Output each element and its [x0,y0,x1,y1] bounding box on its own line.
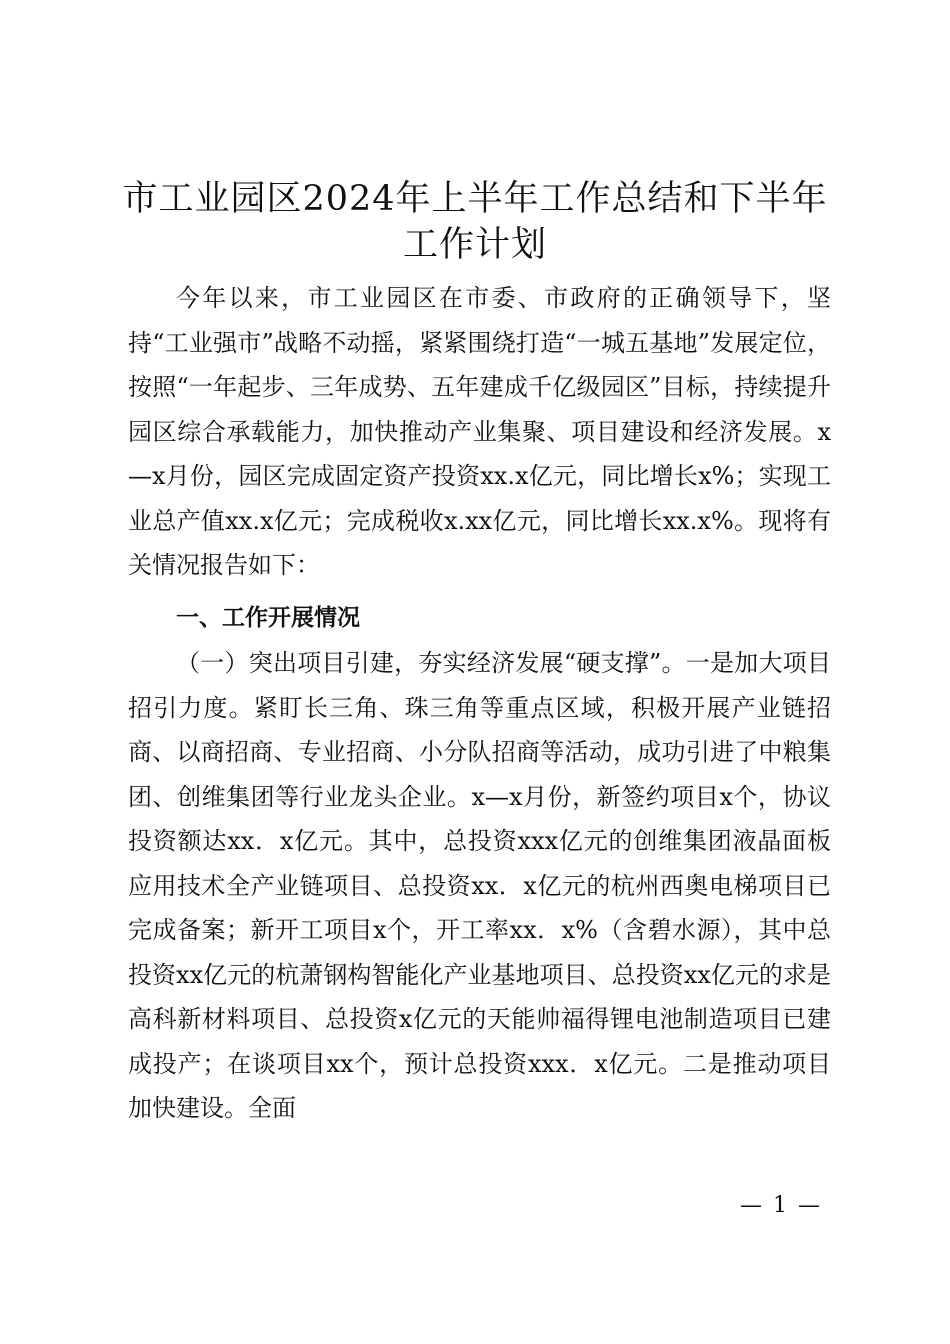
document-title [120,176,830,268]
title-line-1: 市工业园区2024年上半年工作总结和下半年 [122,179,828,219]
page-number: — 1 — [740,1193,822,1218]
intro-paragraph: 今年以来，市工业园区在市委、市政府的正确领导下，坚持“工业强市”战略不动摇，紧紧围绕打造“一城五基地”发展定位，按照“一年起步、三年成势、五年建成千亿级园区”目标，持续提升园区综合承载能力，加快推动产业集聚、项目建设和经济发展。x—x月份，园区完成固定资产投资xx.x亿元，同比增长x%；实现工业总产值xx.x亿元；完成税收x.xx亿元，同比增长xx.x%。现将有关情况报告如下： [128,284,831,579]
section-heading: 一、工作开展情况 [176,605,360,631]
section-paragraph: （一）突出项目引建，夯实经济发展“硬支撑”。一是加大项目招引力度。紧盯长三角、珠三角等重点区域，积极开展产业链招商、以商招商、专业招商、小分队招商等活动，成功引进了中粮集团、创维集团等行业龙头企业。x—x月份，新签约项目x个，协议投资额达xx．x亿元。其中，总投资xxx亿元的创维集团液晶面板应用技术全产业链项目、总投资xx．x亿元的杭州西奥电梯项目已完成备案；新开工项目x个，开工率xx．x%（含碧水源），其中总投资xx亿元的杭萧钢构智能化产业基地项目、总投资xx亿元的求是高科新材料项目、总投资x亿元的天能帅福得锂电池制造项目已建成投产；在谈项目xx个，预计总投资xxx．x亿元。二是推动项目加快建设。全面 [128,649,831,1122]
title-line-2: 工作计划 [402,225,547,265]
